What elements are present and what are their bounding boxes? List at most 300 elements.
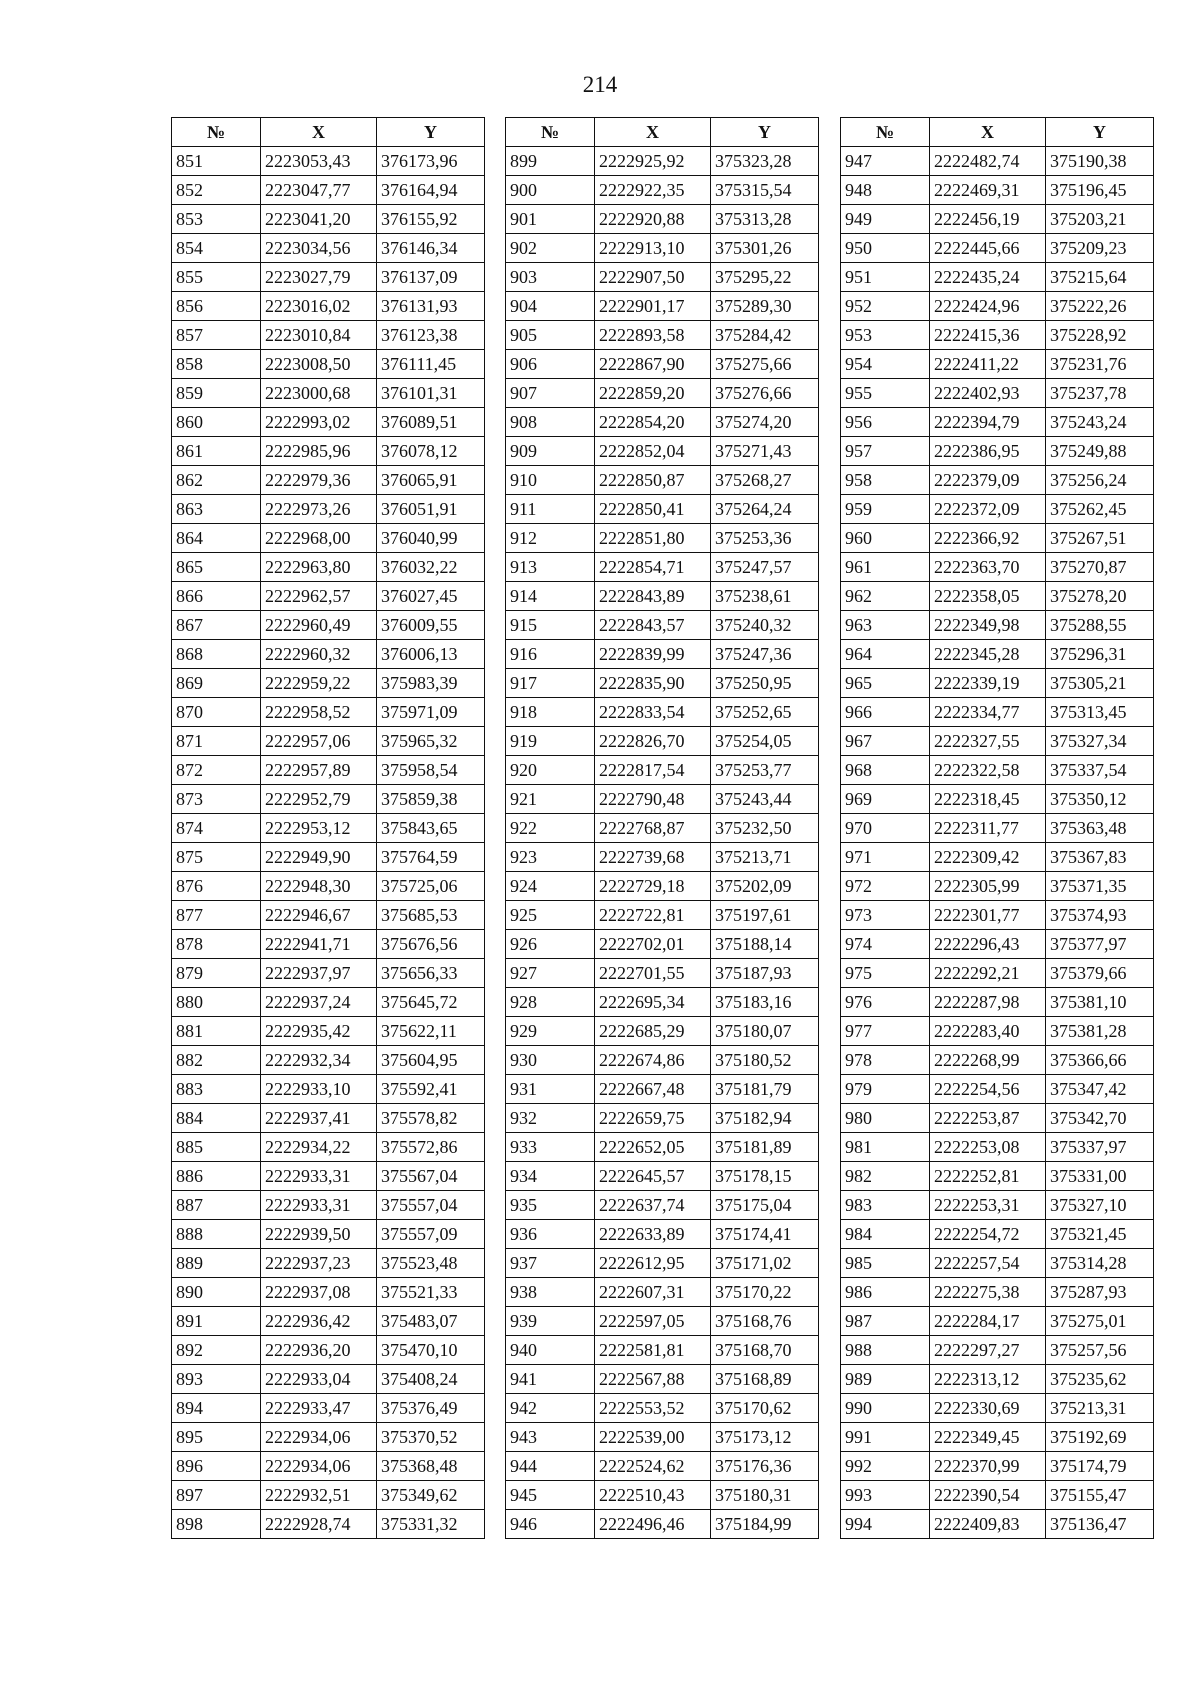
point-number-cell: 890 xyxy=(172,1278,261,1307)
table-row xyxy=(506,524,819,553)
y-coordinate-cell: 375483,07 xyxy=(377,1307,485,1336)
y-coordinate-cell: 376137,09 xyxy=(377,263,485,292)
y-coordinate-cell: 375155,47 xyxy=(1046,1481,1154,1510)
x-coordinate-cell: 2222334,77 xyxy=(930,698,1046,727)
table-row xyxy=(506,1046,819,1075)
x-coordinate-cell: 2222817,54 xyxy=(595,756,711,785)
y-coordinate-cell: 375337,97 xyxy=(1046,1133,1154,1162)
header-number: № xyxy=(841,118,930,147)
point-number-cell: 972 xyxy=(841,872,930,901)
table-row xyxy=(841,1249,1154,1278)
table-row xyxy=(506,640,819,669)
y-coordinate-cell: 375363,48 xyxy=(1046,814,1154,843)
y-coordinate-cell: 375254,05 xyxy=(711,727,819,756)
table-row xyxy=(841,1394,1154,1423)
table-row xyxy=(172,640,485,669)
table-row xyxy=(841,1481,1154,1510)
table-row xyxy=(841,640,1154,669)
table-row xyxy=(841,1046,1154,1075)
y-coordinate-cell: 375278,20 xyxy=(1046,582,1154,611)
y-coordinate-cell: 375274,20 xyxy=(711,408,819,437)
table-row xyxy=(506,872,819,901)
point-number-cell: 895 xyxy=(172,1423,261,1452)
table-row xyxy=(506,1481,819,1510)
point-number-cell: 874 xyxy=(172,814,261,843)
y-coordinate-cell: 375376,49 xyxy=(377,1394,485,1423)
point-number-cell: 886 xyxy=(172,1162,261,1191)
x-coordinate-cell: 2222937,23 xyxy=(261,1249,377,1278)
table-row xyxy=(172,292,485,321)
y-coordinate-cell: 375170,62 xyxy=(711,1394,819,1423)
table-row xyxy=(506,495,819,524)
y-coordinate-cell: 375331,32 xyxy=(377,1510,485,1539)
y-coordinate-cell: 375622,11 xyxy=(377,1017,485,1046)
table-row xyxy=(841,1307,1154,1336)
point-number-cell: 983 xyxy=(841,1191,930,1220)
x-coordinate-cell: 2222510,43 xyxy=(595,1481,711,1510)
y-coordinate-cell: 375180,31 xyxy=(711,1481,819,1510)
table-row xyxy=(172,263,485,292)
point-number-cell: 932 xyxy=(506,1104,595,1133)
x-coordinate-cell: 2222907,50 xyxy=(595,263,711,292)
table-row xyxy=(841,466,1154,495)
x-coordinate-cell: 2222349,45 xyxy=(930,1423,1046,1452)
table-row xyxy=(841,1510,1154,1539)
y-coordinate-cell: 375250,95 xyxy=(711,669,819,698)
table-row xyxy=(506,350,819,379)
x-coordinate-cell: 2222402,93 xyxy=(930,379,1046,408)
point-number-cell: 993 xyxy=(841,1481,930,1510)
y-coordinate-cell: 375321,45 xyxy=(1046,1220,1154,1249)
point-number-cell: 990 xyxy=(841,1394,930,1423)
x-coordinate-cell: 2222372,09 xyxy=(930,495,1046,524)
point-number-cell: 900 xyxy=(506,176,595,205)
x-coordinate-cell: 2222937,24 xyxy=(261,988,377,1017)
table-row xyxy=(506,727,819,756)
y-coordinate-cell: 375237,78 xyxy=(1046,379,1154,408)
point-number-cell: 868 xyxy=(172,640,261,669)
point-number-cell: 854 xyxy=(172,234,261,263)
point-number-cell: 919 xyxy=(506,727,595,756)
point-number-cell: 906 xyxy=(506,350,595,379)
table-row xyxy=(506,901,819,930)
y-coordinate-cell: 375262,45 xyxy=(1046,495,1154,524)
point-number-cell: 859 xyxy=(172,379,261,408)
point-number-cell: 883 xyxy=(172,1075,261,1104)
y-coordinate-cell: 375377,97 xyxy=(1046,930,1154,959)
point-number-cell: 943 xyxy=(506,1423,595,1452)
point-number-cell: 928 xyxy=(506,988,595,1017)
point-number-cell: 956 xyxy=(841,408,930,437)
y-coordinate-cell: 375222,26 xyxy=(1046,292,1154,321)
point-number-cell: 916 xyxy=(506,640,595,669)
y-coordinate-cell: 375971,09 xyxy=(377,698,485,727)
table-row xyxy=(172,524,485,553)
y-coordinate-cell: 376027,45 xyxy=(377,582,485,611)
point-number-cell: 946 xyxy=(506,1510,595,1539)
point-number-cell: 910 xyxy=(506,466,595,495)
x-coordinate-cell: 2222933,47 xyxy=(261,1394,377,1423)
table-header-row xyxy=(172,118,485,147)
y-coordinate-cell: 375315,54 xyxy=(711,176,819,205)
y-coordinate-cell: 375136,47 xyxy=(1046,1510,1154,1539)
point-number-cell: 866 xyxy=(172,582,261,611)
point-number-cell: 903 xyxy=(506,263,595,292)
x-coordinate-cell: 2222948,30 xyxy=(261,872,377,901)
x-coordinate-cell: 2222349,98 xyxy=(930,611,1046,640)
y-coordinate-cell: 375289,30 xyxy=(711,292,819,321)
point-number-cell: 877 xyxy=(172,901,261,930)
point-number-cell: 941 xyxy=(506,1365,595,1394)
y-coordinate-cell: 376123,38 xyxy=(377,321,485,350)
point-number-cell: 935 xyxy=(506,1191,595,1220)
point-number-cell: 869 xyxy=(172,669,261,698)
y-coordinate-cell: 375215,64 xyxy=(1046,263,1154,292)
y-coordinate-cell: 375347,42 xyxy=(1046,1075,1154,1104)
point-number-cell: 952 xyxy=(841,292,930,321)
table-row xyxy=(172,756,485,785)
point-number-cell: 971 xyxy=(841,843,930,872)
x-coordinate-cell: 2222253,87 xyxy=(930,1104,1046,1133)
table-row xyxy=(841,727,1154,756)
x-coordinate-cell: 2222253,31 xyxy=(930,1191,1046,1220)
table-row xyxy=(506,1017,819,1046)
table-row xyxy=(172,379,485,408)
point-number-cell: 887 xyxy=(172,1191,261,1220)
y-coordinate-cell: 376089,51 xyxy=(377,408,485,437)
y-coordinate-cell: 375381,10 xyxy=(1046,988,1154,1017)
table-row xyxy=(841,553,1154,582)
table-row xyxy=(506,930,819,959)
table-row xyxy=(506,959,819,988)
y-coordinate-cell: 375592,41 xyxy=(377,1075,485,1104)
point-number-cell: 908 xyxy=(506,408,595,437)
table-row xyxy=(506,1510,819,1539)
point-number-cell: 960 xyxy=(841,524,930,553)
y-coordinate-cell: 375366,66 xyxy=(1046,1046,1154,1075)
x-coordinate-cell: 2222790,48 xyxy=(595,785,711,814)
point-number-cell: 879 xyxy=(172,959,261,988)
header-number: № xyxy=(506,118,595,147)
table-row xyxy=(172,466,485,495)
header-x: X xyxy=(595,118,711,147)
x-coordinate-cell: 2222370,99 xyxy=(930,1452,1046,1481)
point-number-cell: 929 xyxy=(506,1017,595,1046)
table-row xyxy=(172,843,485,872)
x-coordinate-cell: 2222839,99 xyxy=(595,640,711,669)
y-coordinate-cell: 375725,06 xyxy=(377,872,485,901)
table-row xyxy=(172,1046,485,1075)
point-number-cell: 958 xyxy=(841,466,930,495)
point-number-cell: 862 xyxy=(172,466,261,495)
x-coordinate-cell: 2222854,20 xyxy=(595,408,711,437)
y-coordinate-cell: 376131,93 xyxy=(377,292,485,321)
x-coordinate-cell: 2222920,88 xyxy=(595,205,711,234)
point-number-cell: 858 xyxy=(172,350,261,379)
x-coordinate-cell: 2222941,71 xyxy=(261,930,377,959)
table-row xyxy=(172,1278,485,1307)
table-row xyxy=(506,1162,819,1191)
y-coordinate-cell: 375252,65 xyxy=(711,698,819,727)
y-coordinate-cell: 375168,76 xyxy=(711,1307,819,1336)
x-coordinate-cell: 2222637,74 xyxy=(595,1191,711,1220)
x-coordinate-cell: 2222939,50 xyxy=(261,1220,377,1249)
x-coordinate-cell: 2222553,52 xyxy=(595,1394,711,1423)
point-number-cell: 924 xyxy=(506,872,595,901)
y-coordinate-cell: 375295,22 xyxy=(711,263,819,292)
table-row xyxy=(172,205,485,234)
x-coordinate-cell: 2222859,20 xyxy=(595,379,711,408)
table-row xyxy=(506,321,819,350)
table-row xyxy=(172,785,485,814)
table-row xyxy=(506,756,819,785)
table-row xyxy=(841,1017,1154,1046)
y-coordinate-cell: 376078,12 xyxy=(377,437,485,466)
x-coordinate-cell: 2222933,31 xyxy=(261,1162,377,1191)
y-coordinate-cell: 375764,59 xyxy=(377,843,485,872)
table-row xyxy=(506,1191,819,1220)
y-coordinate-cell: 376101,31 xyxy=(377,379,485,408)
table-row xyxy=(172,1336,485,1365)
y-coordinate-cell: 375253,77 xyxy=(711,756,819,785)
table-row xyxy=(841,321,1154,350)
y-coordinate-cell: 375305,21 xyxy=(1046,669,1154,698)
table-row xyxy=(506,1423,819,1452)
table-row xyxy=(172,350,485,379)
coordinates-table-2 xyxy=(505,117,819,1539)
table-row xyxy=(841,1220,1154,1249)
table-row xyxy=(841,495,1154,524)
table-row xyxy=(506,1278,819,1307)
y-coordinate-cell: 376164,94 xyxy=(377,176,485,205)
table-row xyxy=(506,1365,819,1394)
table-row xyxy=(841,611,1154,640)
y-coordinate-cell: 375190,38 xyxy=(1046,147,1154,176)
y-coordinate-cell: 375231,76 xyxy=(1046,350,1154,379)
point-number-cell: 942 xyxy=(506,1394,595,1423)
table-row xyxy=(172,930,485,959)
y-coordinate-cell: 375267,51 xyxy=(1046,524,1154,553)
point-number-cell: 966 xyxy=(841,698,930,727)
x-coordinate-cell: 2222952,79 xyxy=(261,785,377,814)
y-coordinate-cell: 375209,23 xyxy=(1046,234,1154,263)
y-coordinate-cell: 375408,24 xyxy=(377,1365,485,1394)
table-row xyxy=(841,205,1154,234)
table-row xyxy=(841,1278,1154,1307)
x-coordinate-cell: 2222253,08 xyxy=(930,1133,1046,1162)
table-row xyxy=(841,1133,1154,1162)
y-coordinate-cell: 375243,24 xyxy=(1046,408,1154,437)
y-coordinate-cell: 376051,91 xyxy=(377,495,485,524)
y-coordinate-cell: 375192,69 xyxy=(1046,1423,1154,1452)
point-number-cell: 870 xyxy=(172,698,261,727)
x-coordinate-cell: 2223016,02 xyxy=(261,292,377,321)
y-coordinate-cell: 375256,24 xyxy=(1046,466,1154,495)
table-row xyxy=(172,1394,485,1423)
point-number-cell: 901 xyxy=(506,205,595,234)
table-row xyxy=(172,1249,485,1278)
y-coordinate-cell: 375232,50 xyxy=(711,814,819,843)
y-coordinate-cell: 375257,56 xyxy=(1046,1336,1154,1365)
x-coordinate-cell: 2222925,92 xyxy=(595,147,711,176)
point-number-cell: 885 xyxy=(172,1133,261,1162)
point-number-cell: 922 xyxy=(506,814,595,843)
point-number-cell: 975 xyxy=(841,959,930,988)
y-coordinate-cell: 375213,71 xyxy=(711,843,819,872)
table-row xyxy=(841,437,1154,466)
point-number-cell: 915 xyxy=(506,611,595,640)
x-coordinate-cell: 2222409,83 xyxy=(930,1510,1046,1539)
x-coordinate-cell: 2222968,00 xyxy=(261,524,377,553)
x-coordinate-cell: 2222934,06 xyxy=(261,1452,377,1481)
table-row xyxy=(841,1423,1154,1452)
table-row xyxy=(172,321,485,350)
table-row xyxy=(506,785,819,814)
point-number-cell: 927 xyxy=(506,959,595,988)
x-coordinate-cell: 2222581,81 xyxy=(595,1336,711,1365)
x-coordinate-cell: 2222843,89 xyxy=(595,582,711,611)
y-coordinate-cell: 375287,93 xyxy=(1046,1278,1154,1307)
x-coordinate-cell: 2222283,40 xyxy=(930,1017,1046,1046)
x-coordinate-cell: 2222932,34 xyxy=(261,1046,377,1075)
y-coordinate-cell: 375965,32 xyxy=(377,727,485,756)
point-number-cell: 897 xyxy=(172,1481,261,1510)
point-number-cell: 888 xyxy=(172,1220,261,1249)
x-coordinate-cell: 2222435,24 xyxy=(930,263,1046,292)
point-number-cell: 967 xyxy=(841,727,930,756)
point-number-cell: 925 xyxy=(506,901,595,930)
table-row xyxy=(506,988,819,1017)
table-row xyxy=(172,872,485,901)
x-coordinate-cell: 2222252,81 xyxy=(930,1162,1046,1191)
x-coordinate-cell: 2222539,00 xyxy=(595,1423,711,1452)
x-coordinate-cell: 2222305,99 xyxy=(930,872,1046,901)
x-coordinate-cell: 2222652,05 xyxy=(595,1133,711,1162)
x-coordinate-cell: 2222659,75 xyxy=(595,1104,711,1133)
x-coordinate-cell: 2222496,46 xyxy=(595,1510,711,1539)
y-coordinate-cell: 375313,28 xyxy=(711,205,819,234)
x-coordinate-cell: 2222922,35 xyxy=(595,176,711,205)
x-coordinate-cell: 2222358,05 xyxy=(930,582,1046,611)
point-number-cell: 899 xyxy=(506,147,595,176)
point-number-cell: 878 xyxy=(172,930,261,959)
point-number-cell: 898 xyxy=(172,1510,261,1539)
table-row xyxy=(841,785,1154,814)
table-row xyxy=(172,408,485,437)
y-coordinate-cell: 375470,10 xyxy=(377,1336,485,1365)
y-coordinate-cell: 375523,48 xyxy=(377,1249,485,1278)
x-coordinate-cell: 2222933,10 xyxy=(261,1075,377,1104)
table-row xyxy=(841,1162,1154,1191)
header-y: Y xyxy=(377,118,485,147)
header-x: X xyxy=(261,118,377,147)
table-row xyxy=(172,495,485,524)
x-coordinate-cell: 2222946,67 xyxy=(261,901,377,930)
y-coordinate-cell: 375238,61 xyxy=(711,582,819,611)
table-row xyxy=(506,843,819,872)
point-number-cell: 962 xyxy=(841,582,930,611)
table-row xyxy=(841,814,1154,843)
table-row xyxy=(172,669,485,698)
y-coordinate-cell: 375578,82 xyxy=(377,1104,485,1133)
y-coordinate-cell: 375567,04 xyxy=(377,1162,485,1191)
point-number-cell: 944 xyxy=(506,1452,595,1481)
point-number-cell: 884 xyxy=(172,1104,261,1133)
x-coordinate-cell: 2222415,36 xyxy=(930,321,1046,350)
point-number-cell: 953 xyxy=(841,321,930,350)
point-number-cell: 945 xyxy=(506,1481,595,1510)
point-number-cell: 875 xyxy=(172,843,261,872)
point-number-cell: 937 xyxy=(506,1249,595,1278)
y-coordinate-cell: 375379,66 xyxy=(1046,959,1154,988)
y-coordinate-cell: 375271,43 xyxy=(711,437,819,466)
x-coordinate-cell: 2223008,50 xyxy=(261,350,377,379)
table-row xyxy=(841,872,1154,901)
x-coordinate-cell: 2222257,54 xyxy=(930,1249,1046,1278)
table-row xyxy=(506,466,819,495)
table-row xyxy=(172,234,485,263)
point-number-cell: 851 xyxy=(172,147,261,176)
x-coordinate-cell: 2222934,06 xyxy=(261,1423,377,1452)
x-coordinate-cell: 2222867,90 xyxy=(595,350,711,379)
x-coordinate-cell: 2222469,31 xyxy=(930,176,1046,205)
y-coordinate-cell: 375268,27 xyxy=(711,466,819,495)
y-coordinate-cell: 375276,66 xyxy=(711,379,819,408)
point-number-cell: 982 xyxy=(841,1162,930,1191)
x-coordinate-cell: 2223000,68 xyxy=(261,379,377,408)
table-row xyxy=(172,1162,485,1191)
table-row xyxy=(841,147,1154,176)
x-coordinate-cell: 2223041,20 xyxy=(261,205,377,234)
point-number-cell: 939 xyxy=(506,1307,595,1336)
table-row xyxy=(506,611,819,640)
point-number-cell: 964 xyxy=(841,640,930,669)
x-coordinate-cell: 2222701,55 xyxy=(595,959,711,988)
y-coordinate-cell: 375314,28 xyxy=(1046,1249,1154,1278)
table-header-row xyxy=(506,118,819,147)
table-row xyxy=(172,147,485,176)
table-row xyxy=(841,698,1154,727)
point-number-cell: 871 xyxy=(172,727,261,756)
point-number-cell: 978 xyxy=(841,1046,930,1075)
x-coordinate-cell: 2223010,84 xyxy=(261,321,377,350)
point-number-cell: 912 xyxy=(506,524,595,553)
y-coordinate-cell: 375370,52 xyxy=(377,1423,485,1452)
y-coordinate-cell: 375188,14 xyxy=(711,930,819,959)
y-coordinate-cell: 375337,54 xyxy=(1046,756,1154,785)
y-coordinate-cell: 375843,65 xyxy=(377,814,485,843)
y-coordinate-cell: 375983,39 xyxy=(377,669,485,698)
x-coordinate-cell: 2222933,31 xyxy=(261,1191,377,1220)
y-coordinate-cell: 375175,04 xyxy=(711,1191,819,1220)
table-row xyxy=(172,814,485,843)
x-coordinate-cell: 2222833,54 xyxy=(595,698,711,727)
table-row xyxy=(841,756,1154,785)
x-coordinate-cell: 2222934,22 xyxy=(261,1133,377,1162)
x-coordinate-cell: 2222937,97 xyxy=(261,959,377,988)
point-number-cell: 909 xyxy=(506,437,595,466)
point-number-cell: 873 xyxy=(172,785,261,814)
point-number-cell: 882 xyxy=(172,1046,261,1075)
point-number-cell: 872 xyxy=(172,756,261,785)
point-number-cell: 969 xyxy=(841,785,930,814)
point-number-cell: 917 xyxy=(506,669,595,698)
x-coordinate-cell: 2222851,80 xyxy=(595,524,711,553)
table-row xyxy=(506,437,819,466)
point-number-cell: 949 xyxy=(841,205,930,234)
table-row xyxy=(841,379,1154,408)
point-number-cell: 926 xyxy=(506,930,595,959)
